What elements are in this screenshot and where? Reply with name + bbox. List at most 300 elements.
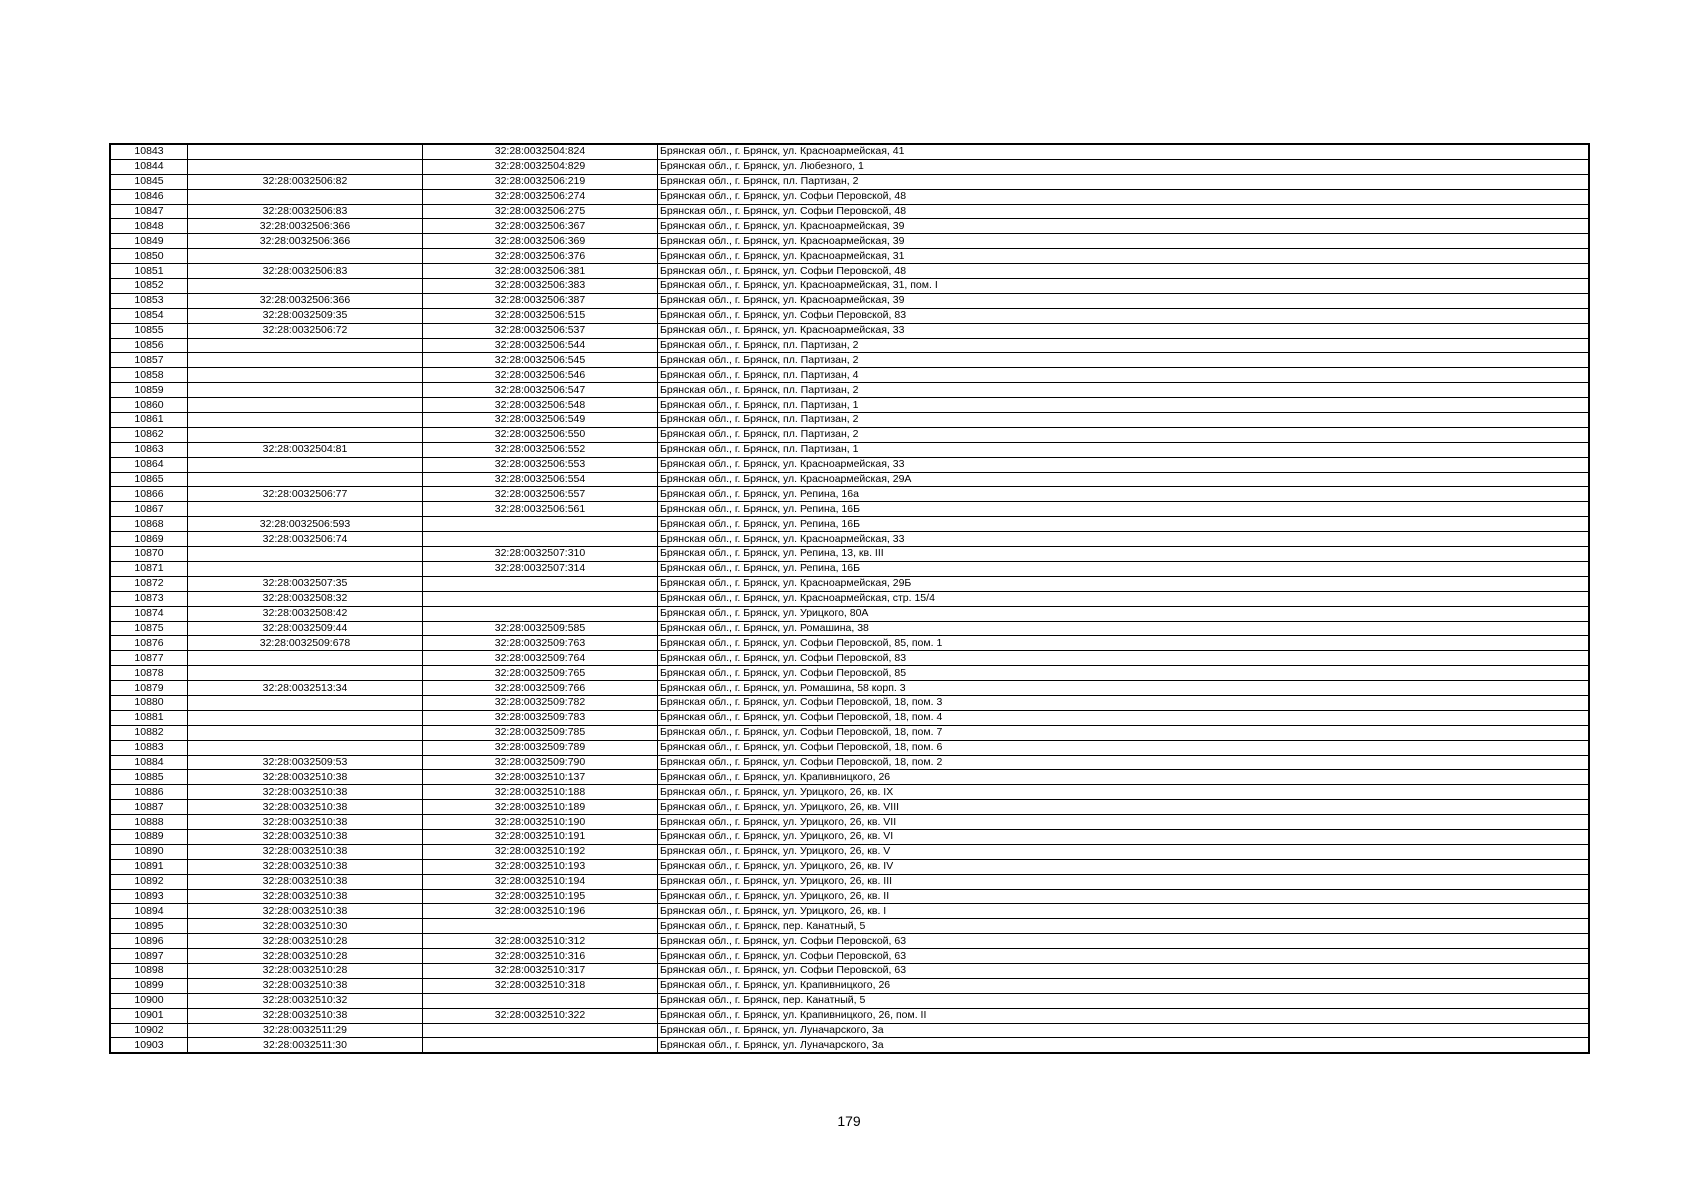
address-cell: Брянская обл., г. Брянск, ул. Софьи Перовской, 48 (658, 189, 1590, 204)
land-parcel-cell (188, 547, 423, 562)
row-number-cell: 10870 (110, 547, 188, 562)
building-number-cell: 32:28:0032506:554 (423, 472, 658, 487)
building-number-cell: 32:28:0032509:765 (423, 666, 658, 681)
address-cell: Брянская обл., г. Брянск, ул. Софьи Перовской, 18, пом. 2 (658, 755, 1590, 770)
land-parcel-cell (188, 189, 423, 204)
table-row (110, 606, 1589, 621)
table-row (110, 308, 1589, 323)
address-cell: Брянская обл., г. Брянск, ул. Урицкого, 26, кв. IX (658, 785, 1590, 800)
building-number-cell: 32:28:0032509:763 (423, 636, 658, 651)
table-row (110, 413, 1589, 428)
row-number-cell: 10877 (110, 651, 188, 666)
row-number-cell: 10902 (110, 1023, 188, 1038)
address-cell: Брянская обл., г. Брянск, пл. Партизан, 2 (658, 353, 1590, 368)
address-cell: Брянская обл., г. Брянск, ул. Репина, 16а (658, 487, 1590, 502)
table-row (110, 725, 1589, 740)
address-cell: Брянская обл., г. Брянск, ул. Красноармейская, 29Б (658, 576, 1590, 591)
land-parcel-cell: 32:28:0032509:53 (188, 755, 423, 770)
row-number-cell: 10881 (110, 710, 188, 725)
row-number-cell: 10867 (110, 502, 188, 517)
row-number-cell: 10888 (110, 815, 188, 830)
table-row (110, 472, 1589, 487)
land-parcel-cell: 32:28:0032510:30 (188, 919, 423, 934)
land-parcel-cell: 32:28:0032510:38 (188, 800, 423, 815)
address-cell: Брянская обл., г. Брянск, пл. Партизан, 1 (658, 398, 1590, 413)
land-parcel-cell: 32:28:0032510:28 (188, 963, 423, 978)
row-number-cell: 10859 (110, 383, 188, 398)
land-parcel-cell (188, 666, 423, 681)
building-number-cell: 32:28:0032506:367 (423, 219, 658, 234)
table-row (110, 487, 1589, 502)
land-parcel-cell (188, 427, 423, 442)
row-number-cell: 10886 (110, 785, 188, 800)
land-parcel-cell (188, 710, 423, 725)
row-number-cell: 10868 (110, 517, 188, 532)
row-number-cell: 10873 (110, 591, 188, 606)
building-number-cell: 32:28:0032509:782 (423, 695, 658, 710)
land-parcel-cell: 32:28:0032506:77 (188, 487, 423, 502)
table-row (110, 829, 1589, 844)
land-parcel-cell: 32:28:0032510:38 (188, 904, 423, 919)
row-number-cell: 10875 (110, 621, 188, 636)
row-number-cell: 10889 (110, 829, 188, 844)
land-parcel-cell (188, 144, 423, 159)
address-cell: Брянская обл., г. Брянск, ул. Урицкого, 26, кв. VIII (658, 800, 1590, 815)
row-number-cell: 10866 (110, 487, 188, 502)
table-row (110, 457, 1589, 472)
row-number-cell: 10858 (110, 368, 188, 383)
address-cell: Брянская обл., г. Брянск, ул. Красноармейская, 33 (658, 323, 1590, 338)
land-parcel-cell (188, 502, 423, 517)
address-cell: Брянская обл., г. Брянск, ул. Красноармейская, стр. 15/4 (658, 591, 1590, 606)
land-parcel-cell: 32:28:0032506:74 (188, 532, 423, 547)
table-row (110, 591, 1589, 606)
table-row (110, 740, 1589, 755)
address-cell: Брянская обл., г. Брянск, ул. Луначарского, 3а (658, 1038, 1590, 1053)
building-number-cell: 32:28:0032510:189 (423, 800, 658, 815)
land-parcel-cell (188, 398, 423, 413)
table-row (110, 353, 1589, 368)
table-row (110, 710, 1589, 725)
table-row (110, 1038, 1589, 1053)
address-cell: Брянская обл., г. Брянск, ул. Красноармейская, 31, пом. I (658, 279, 1590, 294)
row-number-cell: 10857 (110, 353, 188, 368)
address-cell: Брянская обл., г. Брянск, пл. Партизан, 2 (658, 427, 1590, 442)
row-number-cell: 10896 (110, 934, 188, 949)
address-cell: Брянская обл., г. Брянск, ул. Ромашина, 58 корп. 3 (658, 681, 1590, 696)
building-number-cell: 32:28:0032509:785 (423, 725, 658, 740)
row-number-cell: 10860 (110, 398, 188, 413)
building-number-cell (423, 1038, 658, 1053)
building-number-cell: 32:28:0032510:192 (423, 844, 658, 859)
land-parcel-cell (188, 159, 423, 174)
building-number-cell: 32:28:0032506:219 (423, 174, 658, 189)
address-cell: Брянская обл., г. Брянск, ул. Репина, 16Б (658, 517, 1590, 532)
address-cell: Брянская обл., г. Брянск, пл. Партизан, 2 (658, 174, 1590, 189)
table-row (110, 323, 1589, 338)
row-number-cell: 10891 (110, 859, 188, 874)
building-number-cell: 32:28:0032506:515 (423, 308, 658, 323)
land-parcel-cell: 32:28:0032510:38 (188, 844, 423, 859)
building-number-cell: 32:28:0032506:275 (423, 204, 658, 219)
land-parcel-cell: 32:28:0032506:83 (188, 264, 423, 279)
address-cell: Брянская обл., г. Брянск, ул. Репина, 16Б (658, 561, 1590, 576)
building-number-cell: 32:28:0032506:547 (423, 383, 658, 398)
land-parcel-cell: 32:28:0032510:38 (188, 829, 423, 844)
row-number-cell: 10893 (110, 889, 188, 904)
table-row (110, 264, 1589, 279)
building-number-cell (423, 576, 658, 591)
building-number-cell: 32:28:0032506:561 (423, 502, 658, 517)
building-number-cell: 32:28:0032510:322 (423, 1008, 658, 1023)
address-cell: Брянская обл., г. Брянск, ул. Софьи Перовской, 85, пом. 1 (658, 636, 1590, 651)
row-number-cell: 10890 (110, 844, 188, 859)
row-number-cell: 10862 (110, 427, 188, 442)
building-number-cell: 32:28:0032510:190 (423, 815, 658, 830)
land-parcel-cell: 32:28:0032510:38 (188, 815, 423, 830)
table-row (110, 368, 1589, 383)
row-number-cell: 10901 (110, 1008, 188, 1023)
row-number-cell: 10852 (110, 279, 188, 294)
building-number-cell: 32:28:0032510:188 (423, 785, 658, 800)
address-cell: Брянская обл., г. Брянск, ул. Красноармейская, 31 (658, 249, 1590, 264)
address-cell: Брянская обл., г. Брянск, ул. Красноармейская, 39 (658, 234, 1590, 249)
land-parcel-cell: 32:28:0032506:72 (188, 323, 423, 338)
building-number-cell: 32:28:0032506:553 (423, 457, 658, 472)
row-number-cell: 10882 (110, 725, 188, 740)
address-cell: Брянская обл., г. Брянск, ул. Красноармейская, 39 (658, 219, 1590, 234)
table-row (110, 561, 1589, 576)
table-row (110, 889, 1589, 904)
table-row (110, 770, 1589, 785)
land-parcel-cell: 32:28:0032510:38 (188, 874, 423, 889)
address-cell: Брянская обл., г. Брянск, ул. Крапивницкого, 26 (658, 978, 1590, 993)
row-number-cell: 10861 (110, 413, 188, 428)
building-number-cell: 32:28:0032504:829 (423, 159, 658, 174)
land-parcel-cell: 32:28:0032508:32 (188, 591, 423, 606)
row-number-cell: 10856 (110, 338, 188, 353)
table-row (110, 398, 1589, 413)
address-cell: Брянская обл., г. Брянск, ул. Репина, 13, кв. III (658, 547, 1590, 562)
address-cell: Брянская обл., г. Брянск, ул. Красноармейская, 33 (658, 532, 1590, 547)
land-parcel-cell: 32:28:0032506:366 (188, 234, 423, 249)
land-parcel-cell: 32:28:0032510:38 (188, 785, 423, 800)
land-parcel-cell (188, 457, 423, 472)
building-number-cell: 32:28:0032504:824 (423, 144, 658, 159)
row-number-cell: 10895 (110, 919, 188, 934)
row-number-cell: 10894 (110, 904, 188, 919)
address-cell: Брянская обл., г. Брянск, ул. Крапивницкого, 26, пом. II (658, 1008, 1590, 1023)
land-parcel-cell (188, 353, 423, 368)
building-number-cell: 32:28:0032509:783 (423, 710, 658, 725)
row-number-cell: 10869 (110, 532, 188, 547)
row-number-cell: 10899 (110, 978, 188, 993)
row-number-cell: 10848 (110, 219, 188, 234)
building-number-cell: 32:28:0032506:557 (423, 487, 658, 502)
address-cell: Брянская обл., г. Брянск, ул. Красноармейская, 41 (658, 144, 1590, 159)
land-parcel-cell: 32:28:0032510:28 (188, 949, 423, 964)
page-number: 179 (837, 1113, 861, 1129)
land-parcel-cell: 32:28:0032511:29 (188, 1023, 423, 1038)
address-cell: Брянская обл., г. Брянск, ул. Софьи Перовской, 83 (658, 308, 1590, 323)
table-row (110, 174, 1589, 189)
table-row (110, 963, 1589, 978)
land-parcel-cell (188, 740, 423, 755)
row-number-cell: 10885 (110, 770, 188, 785)
table-row (110, 249, 1589, 264)
row-number-cell: 10863 (110, 442, 188, 457)
building-number-cell (423, 606, 658, 621)
table-row (110, 621, 1589, 636)
table-row (110, 949, 1589, 964)
row-number-cell: 10903 (110, 1038, 188, 1053)
address-cell: Брянская обл., г. Брянск, ул. Софьи Перовской, 18, пом. 6 (658, 740, 1590, 755)
table-row (110, 785, 1589, 800)
building-number-cell (423, 532, 658, 547)
address-cell: Брянская обл., г. Брянск, ул. Красноармейская, 33 (658, 457, 1590, 472)
registry-body (110, 144, 1589, 1053)
building-number-cell: 32:28:0032510:191 (423, 829, 658, 844)
address-cell: Брянская обл., г. Брянск, ул. Урицкого, 26, кв. V (658, 844, 1590, 859)
address-cell: Брянская обл., г. Брянск, ул. Урицкого, 26, кв. IV (658, 859, 1590, 874)
table-row (110, 978, 1589, 993)
building-number-cell: 32:28:0032509:790 (423, 755, 658, 770)
table-row (110, 815, 1589, 830)
row-number-cell: 10884 (110, 755, 188, 770)
land-parcel-cell (188, 561, 423, 576)
building-number-cell: 32:28:0032510:317 (423, 963, 658, 978)
building-number-cell: 32:28:0032506:552 (423, 442, 658, 457)
land-parcel-cell: 32:28:0032507:35 (188, 576, 423, 591)
building-number-cell: 32:28:0032506:383 (423, 279, 658, 294)
land-parcel-cell (188, 413, 423, 428)
row-number-cell: 10878 (110, 666, 188, 681)
land-parcel-cell: 32:28:0032510:38 (188, 770, 423, 785)
row-number-cell: 10849 (110, 234, 188, 249)
land-parcel-cell: 32:28:0032508:42 (188, 606, 423, 621)
row-number-cell: 10880 (110, 695, 188, 710)
building-number-cell: 32:28:0032506:545 (423, 353, 658, 368)
registry-table (109, 143, 1590, 1054)
building-number-cell: 32:28:0032506:548 (423, 398, 658, 413)
building-number-cell: 32:28:0032510:316 (423, 949, 658, 964)
land-parcel-cell: 32:28:0032510:38 (188, 1008, 423, 1023)
land-parcel-cell (188, 249, 423, 264)
row-number-cell: 10851 (110, 264, 188, 279)
row-number-cell: 10855 (110, 323, 188, 338)
building-number-cell: 32:28:0032506:550 (423, 427, 658, 442)
table-row (110, 204, 1589, 219)
address-cell: Брянская обл., г. Брянск, пл. Партизан, 2 (658, 413, 1590, 428)
table-row (110, 844, 1589, 859)
row-number-cell: 10879 (110, 681, 188, 696)
address-cell: Брянская обл., г. Брянск, ул. Софьи Перовской, 48 (658, 264, 1590, 279)
row-number-cell: 10843 (110, 144, 188, 159)
building-number-cell: 32:28:0032510:194 (423, 874, 658, 889)
table-row (110, 234, 1589, 249)
land-parcel-cell: 32:28:0032509:678 (188, 636, 423, 651)
table-row (110, 993, 1589, 1008)
row-number-cell: 10853 (110, 293, 188, 308)
land-parcel-cell (188, 651, 423, 666)
row-number-cell: 10844 (110, 159, 188, 174)
table-row (110, 293, 1589, 308)
building-number-cell: 32:28:0032506:387 (423, 293, 658, 308)
address-cell: Брянская обл., г. Брянск, пер. Канатный, 5 (658, 993, 1590, 1008)
land-parcel-cell: 32:28:0032506:593 (188, 517, 423, 532)
land-parcel-cell (188, 279, 423, 294)
land-parcel-cell (188, 472, 423, 487)
address-cell: Брянская обл., г. Брянск, ул. Урицкого, 26, кв. I (658, 904, 1590, 919)
table-row (110, 532, 1589, 547)
row-number-cell: 10865 (110, 472, 188, 487)
land-parcel-cell (188, 725, 423, 740)
land-parcel-cell: 32:28:0032506:366 (188, 219, 423, 234)
row-number-cell: 10876 (110, 636, 188, 651)
land-parcel-cell: 32:28:0032513:34 (188, 681, 423, 696)
table-row (110, 576, 1589, 591)
table-row (110, 383, 1589, 398)
table-row (110, 427, 1589, 442)
address-cell: Брянская обл., г. Брянск, ул. Красноармейская, 39 (658, 293, 1590, 308)
table-row (110, 1023, 1589, 1038)
address-cell: Брянская обл., г. Брянск, ул. Репина, 16Б (658, 502, 1590, 517)
building-number-cell: 32:28:0032506:376 (423, 249, 658, 264)
table-row (110, 651, 1589, 666)
building-number-cell: 32:28:0032506:274 (423, 189, 658, 204)
building-number-cell: 32:28:0032510:193 (423, 859, 658, 874)
building-number-cell: 32:28:0032510:196 (423, 904, 658, 919)
table-row (110, 189, 1589, 204)
address-cell: Брянская обл., г. Брянск, ул. Крапивницкого, 26 (658, 770, 1590, 785)
address-cell: Брянская обл., г. Брянск, ул. Софьи Перовской, 48 (658, 204, 1590, 219)
row-number-cell: 10846 (110, 189, 188, 204)
address-cell: Брянская обл., г. Брянск, ул. Урицкого, 80А (658, 606, 1590, 621)
address-cell: Брянская обл., г. Брянск, ул. Урицкого, 26, кв. VI (658, 829, 1590, 844)
row-number-cell: 10864 (110, 457, 188, 472)
land-parcel-cell (188, 383, 423, 398)
table-row (110, 547, 1589, 562)
table-row (110, 666, 1589, 681)
address-cell: Брянская обл., г. Брянск, ул. Красноармейская, 29А (658, 472, 1590, 487)
land-parcel-cell: 32:28:0032510:38 (188, 978, 423, 993)
land-parcel-cell: 32:28:0032506:366 (188, 293, 423, 308)
building-number-cell (423, 993, 658, 1008)
row-number-cell: 10892 (110, 874, 188, 889)
row-number-cell: 10872 (110, 576, 188, 591)
building-number-cell: 32:28:0032510:312 (423, 934, 658, 949)
table-row (110, 755, 1589, 770)
building-number-cell (423, 591, 658, 606)
row-number-cell: 10887 (110, 800, 188, 815)
table-row (110, 502, 1589, 517)
address-cell: Брянская обл., г. Брянск, ул. Любезного, 1 (658, 159, 1590, 174)
building-number-cell (423, 517, 658, 532)
address-cell: Брянская обл., г. Брянск, пл. Партизан, 2 (658, 338, 1590, 353)
land-parcel-cell: 32:28:0032510:28 (188, 934, 423, 949)
address-cell: Брянская обл., г. Брянск, ул. Урицкого, 26, кв. III (658, 874, 1590, 889)
address-cell: Брянская обл., г. Брянск, ул. Урицкого, 26, кв. II (658, 889, 1590, 904)
table-row (110, 159, 1589, 174)
land-parcel-cell (188, 338, 423, 353)
building-number-cell: 32:28:0032509:766 (423, 681, 658, 696)
building-number-cell: 32:28:0032510:195 (423, 889, 658, 904)
row-number-cell: 10898 (110, 963, 188, 978)
building-number-cell: 32:28:0032509:764 (423, 651, 658, 666)
address-cell: Брянская обл., г. Брянск, ул. Софьи Перовской, 63 (658, 963, 1590, 978)
table-row (110, 919, 1589, 934)
table-row (110, 442, 1589, 457)
building-number-cell: 32:28:0032509:585 (423, 621, 658, 636)
table-row (110, 681, 1589, 696)
table-row (110, 800, 1589, 815)
table-row (110, 219, 1589, 234)
building-number-cell: 32:28:0032506:544 (423, 338, 658, 353)
table-row (110, 874, 1589, 889)
building-number-cell: 32:28:0032510:318 (423, 978, 658, 993)
address-cell: Брянская обл., г. Брянск, ул. Софьи Перовской, 63 (658, 934, 1590, 949)
row-number-cell: 10850 (110, 249, 188, 264)
table-row (110, 1008, 1589, 1023)
land-parcel-cell: 32:28:0032509:35 (188, 308, 423, 323)
address-cell: Брянская обл., г. Брянск, ул. Луначарского, 3а (658, 1023, 1590, 1038)
building-number-cell: 32:28:0032506:537 (423, 323, 658, 338)
land-parcel-cell: 32:28:0032510:38 (188, 859, 423, 874)
building-number-cell (423, 919, 658, 934)
table-row (110, 279, 1589, 294)
address-cell: Брянская обл., г. Брянск, ул. Софьи Перовской, 85 (658, 666, 1590, 681)
building-number-cell: 32:28:0032506:369 (423, 234, 658, 249)
table-row (110, 144, 1589, 159)
building-number-cell: 32:28:0032507:310 (423, 547, 658, 562)
address-cell: Брянская обл., г. Брянск, пл. Партизан, 1 (658, 442, 1590, 457)
row-number-cell: 10854 (110, 308, 188, 323)
land-parcel-cell: 32:28:0032510:32 (188, 993, 423, 1008)
address-cell: Брянская обл., г. Брянск, ул. Софьи Перовской, 18, пом. 3 (658, 695, 1590, 710)
row-number-cell: 10897 (110, 949, 188, 964)
land-parcel-cell: 32:28:0032509:44 (188, 621, 423, 636)
land-parcel-cell: 32:28:0032511:30 (188, 1038, 423, 1053)
address-cell: Брянская обл., г. Брянск, пл. Партизан, 2 (658, 383, 1590, 398)
table-row (110, 517, 1589, 532)
table-row (110, 636, 1589, 651)
row-number-cell: 10847 (110, 204, 188, 219)
building-number-cell: 32:28:0032506:546 (423, 368, 658, 383)
row-number-cell: 10871 (110, 561, 188, 576)
row-number-cell: 10883 (110, 740, 188, 755)
address-cell: Брянская обл., г. Брянск, пер. Канатный, 5 (658, 919, 1590, 934)
address-cell: Брянская обл., г. Брянск, ул. Софьи Перовской, 18, пом. 7 (658, 725, 1590, 740)
land-parcel-cell: 32:28:0032506:82 (188, 174, 423, 189)
address-cell: Брянская обл., г. Брянск, ул. Софьи Перовской, 83 (658, 651, 1590, 666)
building-number-cell: 32:28:0032507:314 (423, 561, 658, 576)
land-parcel-cell: 32:28:0032510:38 (188, 889, 423, 904)
land-parcel-cell: 32:28:0032504:81 (188, 442, 423, 457)
building-number-cell: 32:28:0032510:137 (423, 770, 658, 785)
row-number-cell: 10874 (110, 606, 188, 621)
building-number-cell (423, 1023, 658, 1038)
address-cell: Брянская обл., г. Брянск, ул. Урицкого, 26, кв. VII (658, 815, 1590, 830)
building-number-cell: 32:28:0032509:789 (423, 740, 658, 755)
table-row (110, 934, 1589, 949)
land-parcel-cell (188, 695, 423, 710)
row-number-cell: 10900 (110, 993, 188, 1008)
land-parcel-cell (188, 368, 423, 383)
table-row (110, 859, 1589, 874)
row-number-cell: 10845 (110, 174, 188, 189)
table-row (110, 904, 1589, 919)
table-row (110, 695, 1589, 710)
